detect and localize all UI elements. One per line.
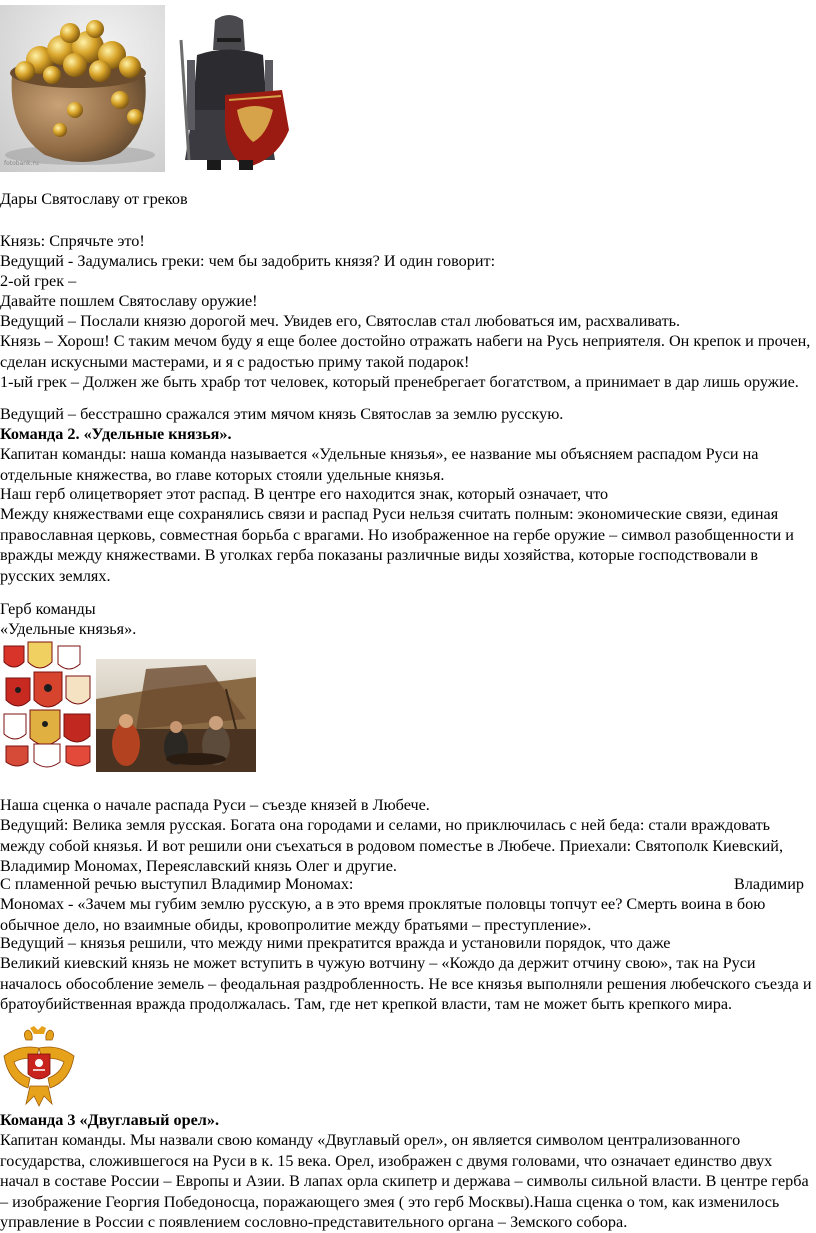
emblem-caption: «Удельные князья». xyxy=(0,620,137,638)
paragraph: Ведущий: Велика земля русская. Богата она городами и селами, но приключилась с ней беда: стали враждовать между собой князья. И вот решили они съехаться в родовом поместье в Любече. Приехали: Святополк Киевский, Владимир Мономах, Переяславский князь Олег и другие. xyxy=(0,816,784,875)
paragraph: Капитан команды. Мы назвали свою команду «Двуглавый орел», он является символом централизованного государства, сложившегося на Руси в к. 15 века. Орел, изображен с двумя головами, что означает единство двух начал в составе России – Европы и Азии. В лапах орла скипетр и держава – символы сильной власти. В центре герба – изображение Георгия Победоносца, поражающего змея ( это герб Москвы).Наша сценка о том, как изменилось управление в России с появлением сословно-представительного органа – Земского собора. xyxy=(0,1131,809,1231)
dialogue-line: 1-ый грек – Должен же быть храбр тот человек, который пренебрегает богатством, а принимает в дар лишь оружие. xyxy=(0,373,799,391)
paragraph: Ведущий – князья решили, что между ними прекратится вражда и установили порядок, что даже xyxy=(0,934,671,952)
coats-of-arms-image xyxy=(0,638,96,772)
double-headed-eagle-image xyxy=(0,1026,78,1111)
dialogue-line: Ведущий – бесстрашно сражался этим мячом князь Святослав за землю русскую. xyxy=(0,405,564,423)
paragraph: Наш герб олицетворяет этот распад. В центре его находится знак, который означает, что xyxy=(0,485,609,503)
knight-with-shield-image xyxy=(167,10,293,170)
paragraph: Капитан команды: наша команда называется «Удельные князья», ее название мы объясняем распадом Руси на отдельные княжества, во главе которых стояли удельные князья. xyxy=(0,445,759,484)
image-caption: Дары Святославу от греков xyxy=(0,190,188,208)
dialogue-line: Князь – Хорош! С таким мечом буду я еще более достойно отражать набеги на Русь неприятеля. Он крепок и прочен, сделан искусными мастерами, и я с радостью приму такой подарок! xyxy=(0,332,811,371)
paragraph: Мономах - «Зачем мы губим землю русскую, а в это время проклятые половцы топчут ее? Смерть воина в бою обычное дело, но взаимные обиды, кровопролитие между братьями – преступление». xyxy=(0,895,766,934)
team2-heading: Команда 2. «Удельные князья». xyxy=(0,425,232,443)
monomakh-line-left: С пламенной речью выступил Владимир Мономах: xyxy=(0,875,354,893)
dialogue-line: Князь: Спрячьте это! xyxy=(0,232,145,250)
monomakh-line-right: Владимир xyxy=(734,875,804,893)
paragraph: Между княжествами еще сохранялись связи и распад Руси нельзя считать полным: экономические связи, единая православная церковь, совместная борьба с врагами. Но изображенное на гербе оружие – символ разобщенности и вражды между княжествами. В уголках герба показаны различные виды хозяйства, которые господствовали в русских землях. xyxy=(0,505,794,585)
paragraph: Великий киевский князь не может вступить в чужую вотчину – «Кождо да держит отчину свою», так на Руси началось обособление земель – феодальная раздробленность. Не все князья выполняли решения любечского съезда и братоубийственная вражда продолжалась. Там, где нет крепкой власти, там не может быть крепкого мира. xyxy=(0,954,812,1013)
gold-pot-image xyxy=(0,5,165,172)
dialogue-line: Ведущий – Послали князю дорогой меч. Увидев его, Святослав стал любоваться им, расхваливать. xyxy=(0,312,681,330)
dialogue-line: Давайте пошлем Святославу оружие! xyxy=(0,292,258,310)
paragraph: Наша сценка о начале распада Руси – съезде князей в Любече. xyxy=(0,796,430,814)
monomakh-line xyxy=(0,874,812,895)
emblem-caption: Герб команды xyxy=(0,600,96,618)
lyubech-congress-painting xyxy=(96,659,256,772)
dialogue-line: Ведущий - Задумались греки: чем бы задобрить князя? И один говорит: xyxy=(0,252,496,270)
team3-heading: Команда 3 «Двуглавый орел». xyxy=(0,1111,219,1129)
watermark: fotobank.ru xyxy=(4,160,39,167)
dialogue-line: 2-ой грек – xyxy=(0,272,77,290)
